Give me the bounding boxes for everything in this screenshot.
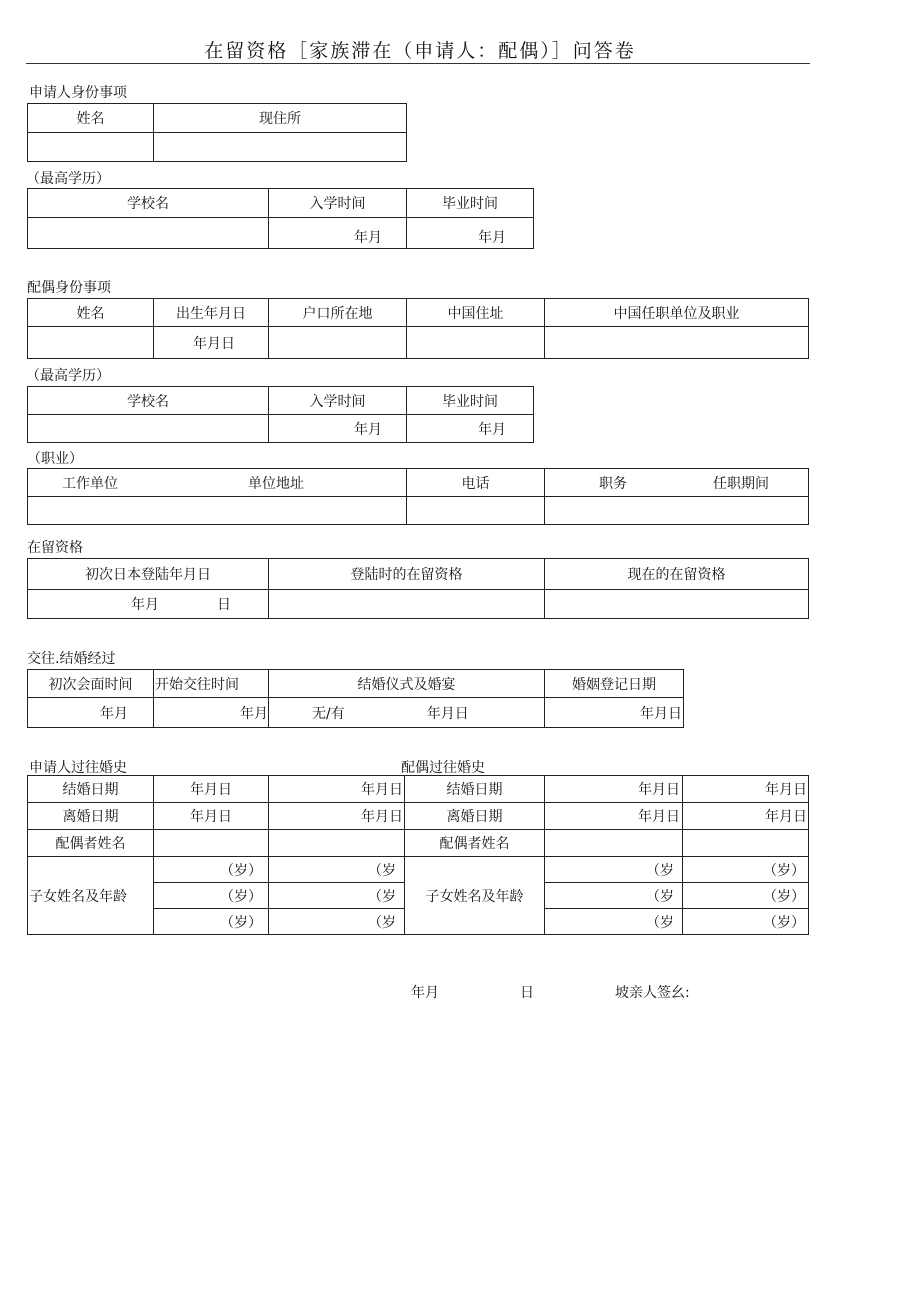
first-entry-header: 初次日本登陆年月日 [28, 559, 269, 590]
start-dating-header: 开始交往时间 [154, 670, 269, 698]
spouse-name-header: 姓名 [28, 299, 154, 327]
first-meet-header: 初次会面时间 [28, 670, 154, 698]
applicant-marriage-date-2[interactable]: 年月日 [269, 776, 405, 803]
spouse-china-job-header: 中国任职单位及职业 [545, 299, 809, 327]
registration-header: 婚姻登记日期 [545, 670, 684, 698]
spouse-marriage-date-1[interactable]: 年月日 [545, 776, 683, 803]
spouse-marriage-date-2[interactable]: 年月日 [683, 776, 809, 803]
signature-day: 日 [520, 985, 534, 1001]
spouse-enroll-field[interactable]: 年月 [269, 415, 407, 443]
spouse-school-field[interactable] [28, 415, 269, 443]
title-rule [26, 63, 810, 64]
spouse-children-label: 子女姓名及年龄 [405, 857, 545, 935]
applicant-divorce-date-1[interactable]: 年月日 [154, 803, 269, 830]
job-position-header: 职务 [599, 475, 627, 492]
history-table [27, 775, 809, 935]
marriage-section-label: 交往.结婚经过 [27, 651, 116, 667]
spouse-graduate-field[interactable]: 年月 [407, 415, 534, 443]
applicant-school-field[interactable] [28, 218, 269, 249]
spouse-name-field[interactable] [28, 327, 154, 359]
applicant-divorce-date-2[interactable]: 年月日 [269, 803, 405, 830]
spouse-birthdate-field[interactable]: 年月日 [154, 327, 269, 359]
spouse-child-age-1b[interactable]: （岁） [683, 857, 809, 883]
marriage-table [27, 669, 684, 728]
spouse-identity-table [27, 298, 809, 359]
job-position-period-header [545, 469, 809, 497]
job-company-field[interactable] [28, 497, 407, 525]
job-period-header: 任职期间 [713, 475, 769, 492]
spouse-child-age-3b[interactable]: （岁） [683, 909, 809, 935]
job-company-header: 工作单位 [62, 475, 118, 492]
applicant-name-field[interactable] [28, 133, 154, 162]
applicant-child-age-3b[interactable]: （岁 [269, 909, 405, 935]
spouse-divorce-date-label: 离婚日期 [405, 803, 545, 830]
registration-date-field[interactable]: 年月日 [545, 698, 684, 728]
applicant-child-age-1b[interactable]: （岁 [269, 857, 405, 883]
applicant-graduate-header: 毕业时间 [407, 189, 534, 218]
ceremony-choice: 无/有 [312, 705, 345, 722]
applicant-school-header: 学校名 [28, 189, 269, 218]
ceremony-date: 年月日 [426, 705, 469, 722]
applicant-graduate-field[interactable]: 年月 [407, 218, 534, 249]
spouse-china-address-header: 中国住址 [407, 299, 545, 327]
spouse-enroll-header: 入学时间 [269, 387, 407, 415]
first-entry-field[interactable] [28, 590, 269, 619]
applicant-address-field[interactable] [154, 133, 407, 162]
applicant-child-age-2b[interactable]: （岁 [269, 883, 405, 909]
applicant-children-label: 子女姓名及年龄 [28, 857, 154, 935]
current-status-header: 现在的在留资格 [545, 559, 809, 590]
spouse-ex-spouse-field-2[interactable] [683, 830, 809, 857]
spouse-hukou-field[interactable] [269, 327, 407, 359]
spouse-divorce-date-2[interactable]: 年月日 [683, 803, 809, 830]
job-phone-field[interactable] [407, 497, 545, 525]
first-meet-field[interactable]: 年月 [28, 698, 154, 728]
spouse-child-age-1a[interactable]: （岁 [545, 857, 683, 883]
job-phone-header: 电话 [407, 469, 545, 497]
residence-table [27, 558, 809, 619]
applicant-name-header: 姓名 [28, 104, 154, 133]
applicant-education-table [27, 188, 534, 249]
applicant-ex-spouse-field-1[interactable] [154, 830, 269, 857]
page-title: 在留资格［家族滞在（申请人：配偶）］问答卷 [204, 40, 636, 62]
ceremony-field[interactable] [269, 698, 545, 728]
signature-signer-label[interactable]: 坡亲人签幺: [615, 985, 690, 1001]
spouse-ex-spouse-field-1[interactable] [545, 830, 683, 857]
spouse-ex-spouse-label: 配偶者姓名 [405, 830, 545, 857]
applicant-history-label: 申请人过往婚史 [29, 760, 127, 776]
spouse-graduate-header: 毕业时间 [407, 387, 534, 415]
job-company-address-header [28, 469, 407, 497]
spouse-history-label: 配偶过往婚史 [401, 760, 485, 776]
spouse-hukou-header: 户口所在地 [269, 299, 407, 327]
spouse-china-address-field[interactable] [407, 327, 545, 359]
start-dating-field[interactable]: 年月 [154, 698, 269, 728]
spouse-job-label: （职业） [27, 451, 83, 467]
spouse-marriage-date-label: 结婚日期 [405, 776, 545, 803]
applicant-address-header: 现住所 [154, 104, 407, 133]
first-entry-year-month: 年月 [131, 597, 159, 613]
current-status-field[interactable] [545, 590, 809, 619]
spouse-birthdate-header: 出生年月日 [154, 299, 269, 327]
spouse-child-age-2b[interactable]: （岁） [683, 883, 809, 909]
spouse-job-table [27, 468, 809, 525]
spouse-child-age-2a[interactable]: （岁 [545, 883, 683, 909]
spouse-section-label: 配偶身份事项 [27, 280, 111, 296]
spouse-china-job-field[interactable] [545, 327, 809, 359]
job-address-header: 单位地址 [248, 475, 304, 492]
entry-status-field[interactable] [269, 590, 545, 619]
spouse-child-age-3a[interactable]: （岁 [545, 909, 683, 935]
entry-status-header: 登陆时的在留资格 [269, 559, 545, 590]
residence-section-label: 在留资格 [27, 540, 83, 556]
applicant-child-age-1a[interactable]: （岁） [154, 857, 269, 883]
ceremony-header: 结婚仪式及婚宴 [269, 670, 545, 698]
applicant-divorce-date-label: 离婚日期 [28, 803, 154, 830]
applicant-ex-spouse-field-2[interactable] [269, 830, 405, 857]
applicant-child-age-3a[interactable]: （岁） [154, 909, 269, 935]
job-position-field[interactable] [545, 497, 809, 525]
applicant-education-label: （最高学历） [26, 171, 110, 187]
signature-year-month: 年月 [411, 985, 439, 1001]
applicant-marriage-date-label: 结婚日期 [28, 776, 154, 803]
spouse-education-label: （最高学历） [26, 368, 110, 384]
spouse-education-table [27, 386, 534, 443]
applicant-ex-spouse-label: 配偶者姓名 [28, 830, 154, 857]
applicant-section-label: 申请人身份事项 [29, 85, 127, 101]
applicant-enroll-field[interactable]: 年月 [269, 218, 407, 249]
first-entry-day: 日 [217, 597, 231, 613]
applicant-identity-table [27, 103, 407, 162]
applicant-marriage-date-1[interactable]: 年月日 [154, 776, 269, 803]
spouse-divorce-date-1[interactable]: 年月日 [545, 803, 683, 830]
applicant-enroll-header: 入学时间 [269, 189, 407, 218]
applicant-child-age-2a[interactable]: （岁） [154, 883, 269, 909]
spouse-school-header: 学校名 [28, 387, 269, 415]
